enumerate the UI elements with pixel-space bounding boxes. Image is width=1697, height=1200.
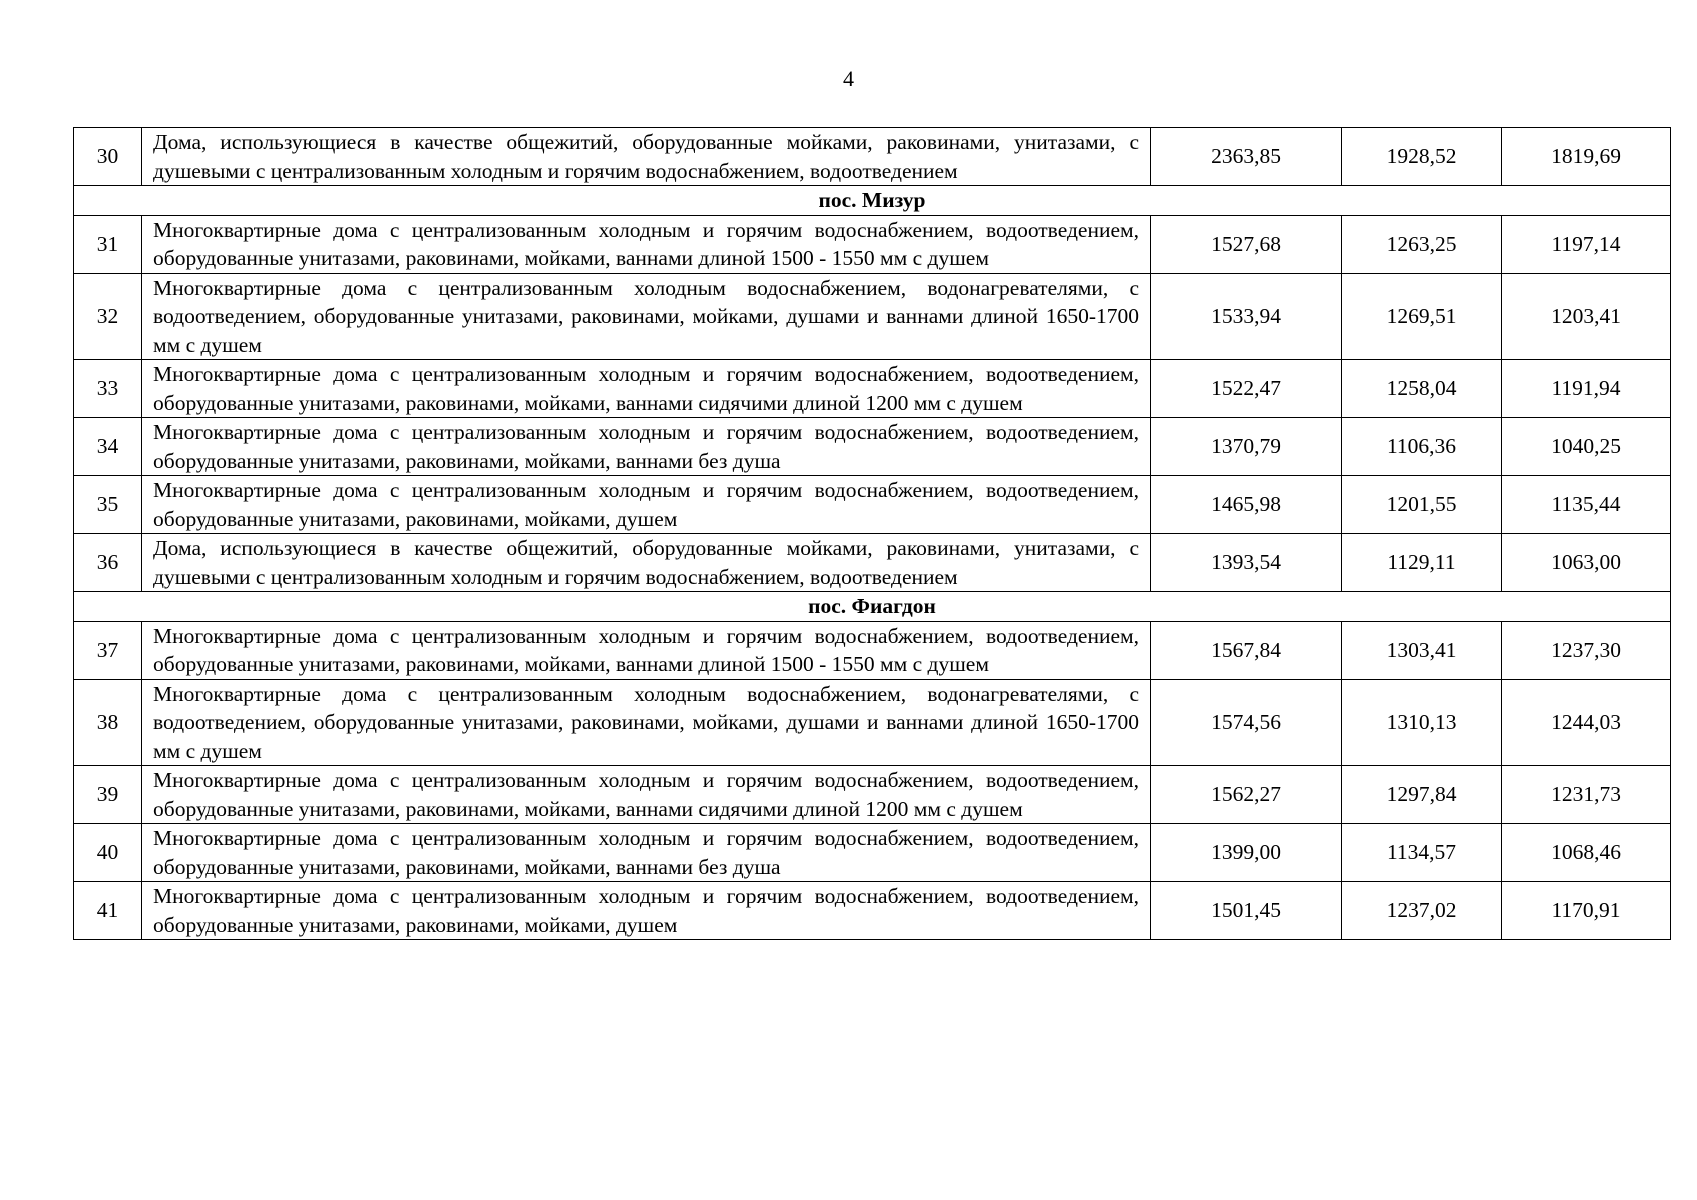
value-cell-2: 1928,52 [1342,128,1502,186]
value-cell-3: 1819,69 [1502,128,1671,186]
row-number-cell: 33 [74,360,142,418]
value-cell-2: 1297,84 [1342,766,1502,824]
description-cell: Многоквартирные дома с централизованным холодным и горячим водоснабжением, водоотведением, оборудованные унитазами, раковинами, мойками, ваннами сидячими длиной 1200 мм с душем [142,766,1151,824]
value-cell-3: 1040,25 [1502,418,1671,476]
section-row [74,186,1671,216]
row-number-cell: 32 [74,273,142,360]
value-cell-2: 1106,36 [1342,418,1502,476]
value-cell-1: 1574,56 [1151,679,1342,766]
table-row [74,679,1671,766]
section-title: пос. Мизур [74,186,1671,216]
value-cell-2: 1269,51 [1342,273,1502,360]
value-cell-3: 1244,03 [1502,679,1671,766]
table-row [74,360,1671,418]
value-cell-3: 1197,14 [1502,215,1671,273]
value-cell-1: 1399,00 [1151,824,1342,882]
page-number: 4 [843,66,854,91]
value-cell-2: 1129,11 [1342,534,1502,592]
description-cell: Многоквартирные дома с централизованным холодным водоснабжением, водонагревателями, с водоотведением, оборудованные унитазами, раковинами, мойками, душами и ваннами длиной 1650-1700 мм с душем [142,679,1151,766]
value-cell-3: 1237,30 [1502,621,1671,679]
tariff-table [73,127,1671,940]
value-cell-1: 2363,85 [1151,128,1342,186]
value-cell-3: 1135,44 [1502,476,1671,534]
section-row [74,592,1671,622]
description-cell: Многоквартирные дома с централизованным холодным и горячим водоснабжением, водоотведением, оборудованные унитазами, раковинами, мойками, ваннами длиной 1500 - 1550 мм с душем [142,621,1151,679]
value-cell-1: 1533,94 [1151,273,1342,360]
tariff-table-body [74,128,1671,940]
table-row [74,273,1671,360]
value-cell-1: 1465,98 [1151,476,1342,534]
row-number-cell: 38 [74,679,142,766]
description-cell: Многоквартирные дома с централизованным холодным и горячим водоснабжением, водоотведением, оборудованные унитазами, раковинами, мойками, душем [142,476,1151,534]
table-row [74,418,1671,476]
table-row [74,476,1671,534]
row-number-cell: 39 [74,766,142,824]
value-cell-2: 1201,55 [1342,476,1502,534]
table-row [74,128,1671,186]
section-title: пос. Фиагдон [74,592,1671,622]
description-cell: Дома, использующиеся в качестве общежитий, оборудованные мойками, раковинами, унитазами, с душевыми с централизованным холодным и горячим водоснабжением, водоотведением [142,534,1151,592]
value-cell-2: 1258,04 [1342,360,1502,418]
value-cell-1: 1501,45 [1151,882,1342,940]
description-cell: Многоквартирные дома с централизованным холодным и горячим водоснабжением, водоотведением, оборудованные унитазами, раковинами, мойками, ваннами без душа [142,824,1151,882]
row-number-cell: 41 [74,882,142,940]
row-number-cell: 35 [74,476,142,534]
table-row [74,766,1671,824]
value-cell-2: 1263,25 [1342,215,1502,273]
table-row [74,215,1671,273]
value-cell-3: 1231,73 [1502,766,1671,824]
description-cell: Многоквартирные дома с централизованным холодным водоснабжением, водонагревателями, с водоотведением, оборудованные унитазами, раковинами, мойками, душами и ваннами длиной 1650-1700 мм с душем [142,273,1151,360]
value-cell-1: 1527,68 [1151,215,1342,273]
value-cell-3: 1203,41 [1502,273,1671,360]
row-number-cell: 31 [74,215,142,273]
value-cell-1: 1567,84 [1151,621,1342,679]
value-cell-2: 1310,13 [1342,679,1502,766]
value-cell-1: 1522,47 [1151,360,1342,418]
row-number-cell: 36 [74,534,142,592]
value-cell-3: 1068,46 [1502,824,1671,882]
value-cell-1: 1562,27 [1151,766,1342,824]
description-cell: Многоквартирные дома с централизованным холодным и горячим водоснабжением, водоотведением, оборудованные унитазами, раковинами, мойками, ваннами без душа [142,418,1151,476]
table-row [74,824,1671,882]
value-cell-1: 1370,79 [1151,418,1342,476]
table-row [74,621,1671,679]
row-number-cell: 34 [74,418,142,476]
value-cell-2: 1237,02 [1342,882,1502,940]
value-cell-2: 1134,57 [1342,824,1502,882]
table-row [74,882,1671,940]
value-cell-3: 1170,91 [1502,882,1671,940]
row-number-cell: 30 [74,128,142,186]
row-number-cell: 40 [74,824,142,882]
description-cell: Дома, использующиеся в качестве общежитий, оборудованные мойками, раковинами, унитазами, с душевыми с централизованным холодным и горячим водоснабжением, водоотведением [142,128,1151,186]
value-cell-2: 1303,41 [1342,621,1502,679]
description-cell: Многоквартирные дома с централизованным холодным и горячим водоснабжением, водоотведением, оборудованные унитазами, раковинами, мойками, ваннами сидячими длиной 1200 мм с душем [142,360,1151,418]
description-cell: Многоквартирные дома с централизованным холодным и горячим водоснабжением, водоотведением, оборудованные унитазами, раковинами, мойками, душем [142,882,1151,940]
table-row [74,534,1671,592]
value-cell-3: 1063,00 [1502,534,1671,592]
value-cell-1: 1393,54 [1151,534,1342,592]
value-cell-3: 1191,94 [1502,360,1671,418]
description-cell: Многоквартирные дома с централизованным холодным и горячим водоснабжением, водоотведением, оборудованные унитазами, раковинами, мойками, ваннами длиной 1500 - 1550 мм с душем [142,215,1151,273]
row-number-cell: 37 [74,621,142,679]
